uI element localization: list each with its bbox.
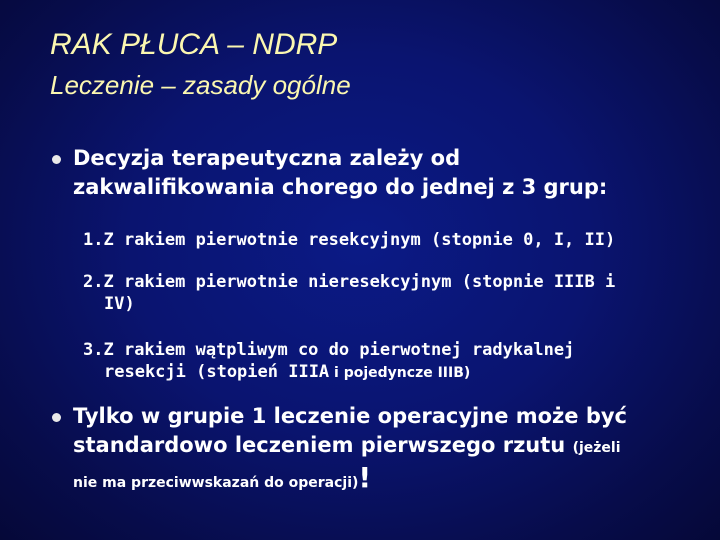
- list-item-1-text: Z rakiem pierwotnie resekcyjnym (stopnie 0, I, II): [103, 230, 616, 250]
- bullet-1-line-1: Decyzja terapeutyczna zależy od: [73, 146, 461, 170]
- bullet-paragraph-1: [73, 144, 703, 202]
- list-item-3-continuation: [83, 361, 574, 384]
- list-item-1: [83, 229, 615, 251]
- bullet-2-line-3: [73, 463, 703, 498]
- list-item-3: [83, 339, 574, 384]
- slide-subtitle: Leczenie – zasady ogólne: [50, 70, 351, 100]
- list-item-3-continuation-small: i pojedyncze IIIB): [329, 365, 471, 381]
- bullet-paragraph-2: [73, 402, 703, 498]
- list-item-2-number: 2.: [83, 272, 104, 292]
- list-item-2: [83, 271, 615, 315]
- list-item-3-number: 3.: [83, 340, 104, 360]
- bullet-2-line-1: Tylko w grupie 1 leczenie operacyjne może być: [73, 404, 627, 428]
- bullet-2-line-2: [73, 431, 703, 463]
- slide-title: RAK PŁUCA – NDRP: [50, 28, 338, 61]
- bullet-2-line-3-small: nie ma przeciwwskazań do operacji): [73, 475, 359, 491]
- bullet-2-line-2-small: (jeżeli: [572, 440, 621, 456]
- bullet-2-line-2-main: standardowo leczeniem pierwszego rzutu: [73, 433, 573, 457]
- list-item-3-text: Z rakiem wątpliwym co do pierwotnej radykalnej: [103, 340, 575, 360]
- list-item-2-continuation: IV): [104, 294, 135, 314]
- list-item-2-text: Z rakiem pierwotnie nieresekcyjnym (stopnie IIIB i: [103, 272, 616, 292]
- list-item-1-number: 1.: [83, 230, 104, 250]
- bullet-1-line-2: zakwalifikowania chorego do jednej z 3 grup:: [73, 175, 608, 199]
- bullet-dot-2: [52, 413, 61, 422]
- exclamation-mark: !: [358, 461, 372, 494]
- bullet-dot-1: [52, 155, 61, 164]
- list-item-3-continuation-main: resekcji (stopień IIIA: [104, 362, 330, 382]
